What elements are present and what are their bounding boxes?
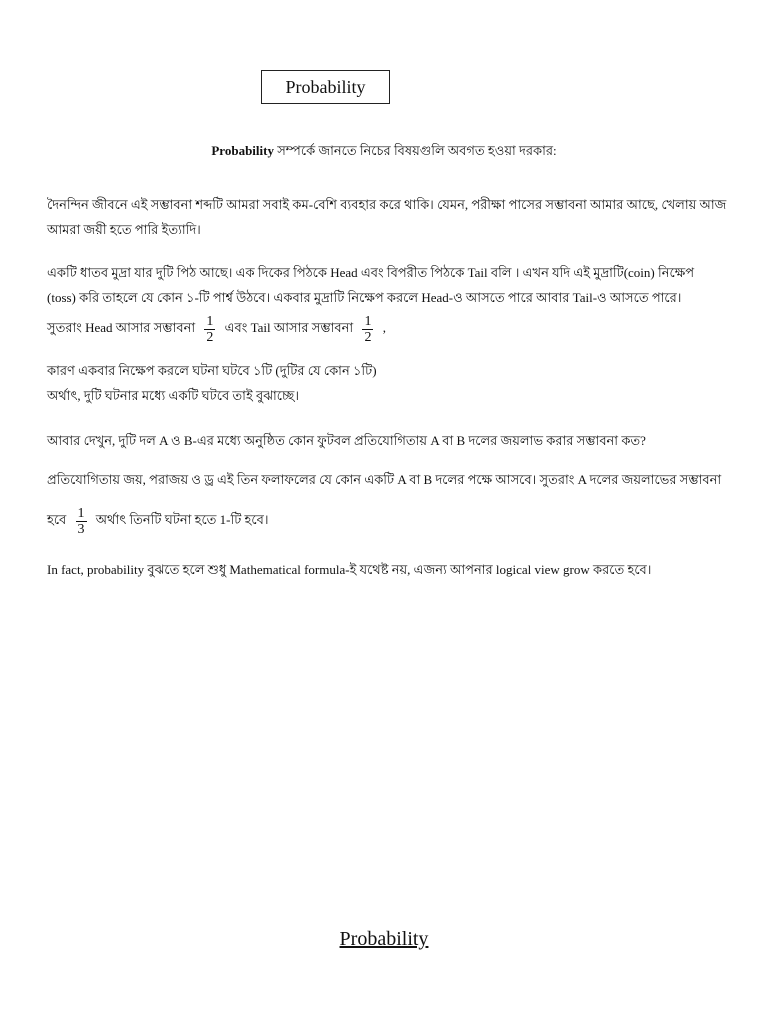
fraction-third — [76, 506, 87, 537]
subtitle-bold: Probability — [211, 143, 274, 158]
fraction-denominator: 2 — [364, 329, 372, 345]
paragraph-daily-life — [47, 192, 727, 242]
fraction-numerator: 1 — [364, 313, 372, 329]
next-page-title: Probability — [339, 928, 429, 950]
paragraph-line-fraction — [47, 500, 727, 540]
paragraph-line: (toss) করি তাহলে যে কোন ১-টি পার্শ্ব উঠবে। একবার মুদ্রাটি নিক্ষেপ করলে Head-ও আসতে পারে আবার Tail-ও আসতে পারে। — [47, 290, 682, 305]
text-segment: , — [382, 320, 386, 335]
paragraph-line: আমরা জয়ী হতে পারি ইত্যাদি। — [47, 222, 201, 237]
subtitle — [0, 142, 768, 163]
paragraph-line: অর্থাৎ, দুটি ঘটনার মধ্যে একটি ঘটবে তাই বুঝাচ্ছে। — [47, 388, 299, 403]
fraction-denominator: 3 — [77, 521, 85, 537]
paragraph-football-question — [47, 428, 727, 453]
fraction-denominator: 2 — [206, 329, 214, 345]
paragraph-football-answer — [47, 467, 727, 540]
paragraph-conclusion — [47, 557, 727, 582]
paragraph-line: দৈনন্দিন জীবনে এই সম্ভাবনা শব্দটি আমরা সবাই কম-বেশি ব্যবহার করে থাকি। যেমন, পরীক্ষা পাসের সম্ভাবনা আমার আছে, খেলায় আজ — [47, 197, 727, 212]
paragraph-coin — [47, 260, 727, 346]
paragraph-line-fraction — [47, 310, 727, 346]
page-title: Probability — [285, 76, 366, 97]
text-segment: হবে — [47, 512, 67, 527]
text-segment: অর্থাৎ তিনটি ঘটনা হতে 1-টি হবে। — [95, 512, 269, 527]
paragraph-line: কারণ একবার নিক্ষেপ করলে ঘটনা ঘটবে ১টি (দুটির যে কোন ১টি) — [47, 363, 377, 378]
text-segment: এবং Tail আসার সম্ভাবনা — [224, 320, 354, 335]
page-title-box — [261, 70, 390, 104]
paragraph-line: প্রতিযোগিতায় জয়, পরাজয় ও ড্র এই তিন ফলাফলের যে কোন একটি A বা B দলের পক্ষে আসবে। সুতরাং A দলের জয়লাভের সম্ভাবনা — [47, 472, 722, 487]
fraction-numerator: 1 — [206, 313, 214, 329]
fraction-half-tail — [362, 314, 373, 345]
subtitle-rest: সম্পর্কে জানতে নিচের বিষয়গুলি অবগত হওয়া দরকার: — [273, 143, 557, 158]
paragraph-reason — [47, 358, 727, 408]
paragraph-line: একটি ধাতব মুদ্রা যার দুটি পিঠ আছে। এক দিকের পিঠকে Head এবং বিপরীত পিঠকে Tail বলি । এখন যদি এই মুদ্রাটি(coin) নিক্ষেপ — [47, 265, 695, 280]
fraction-half-head — [204, 314, 215, 345]
fraction-numerator: 1 — [77, 505, 85, 521]
text-segment: সুতরাং Head আসার সম্ভাবনা — [47, 320, 196, 335]
paragraph-line: In fact, probability বুঝতে হলে শুধু Mathematical formula-ই যথেষ্ট নয়, এজন্য আপনার logical view grow করতে হবে। — [47, 562, 652, 577]
paragraph-line: আবার দেখুন, দুটি দল A ও B-এর মধ্যে অনুষ্ঠিত কোন ফুটবল প্রতিযোগিতায় A বা B দলের জয়লাভ করার সম্ভাবনা কত? — [47, 433, 646, 448]
